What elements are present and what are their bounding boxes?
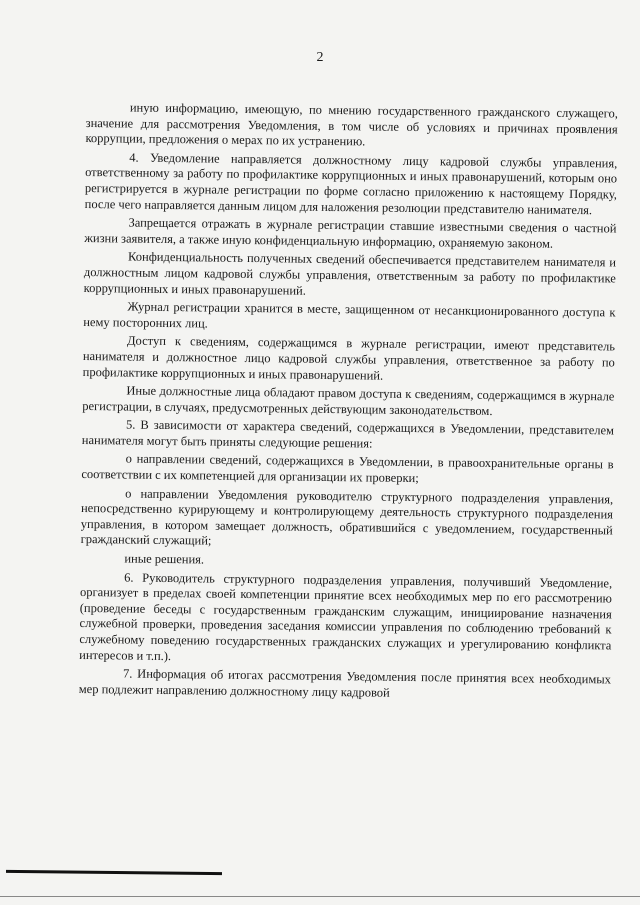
paragraph-item-6: 6. Руководитель структурного подразделения управления, получивший Уведомление, организует в пределах своей компетенции принятие всех необходимых мер по его рассмотрению (проведение беседы с государственным гражданским служащим, инициирование назначения служебной проверки, проведения заседания комиссии управления по соблюдению требований к служебному поведению государственных гражданских служащих и урегулированию конфликта интересов и т.п.). [79, 570, 613, 663]
paragraph-continuation: иную информацию, имеющую, по мнению государственного гражданского служащего, значение для рассмотрения Уведомления, в том числе об условиях и причинах проявления коррупции, предложения о мерах по их устранению. [85, 100, 618, 149]
paragraph-confidentiality: Конфиденциальность полученных сведений обеспечивается представителем нанимателя и должностным лицом кадровой службы управления, ответственным за работу по профилактике коррупционных и иных правонарушений. [83, 249, 617, 298]
paragraph-decision-head: о направлении Уведомления руководителю структурного подразделения управления, непосредственно курирующему и контролирующему деятельность структурного подразделения управления, в котором замещает должность, обратившийся с уведомлением, государственный гражданский служащий; [80, 486, 614, 549]
scan-artifact-line [6, 870, 222, 875]
paragraph-other-officials: Иные должностные лица обладают правом доступа к сведениям, содержащимся в журнале регистрации, в случаях, предусмотренных действующим законодательством. [82, 383, 615, 418]
paragraph-journal-prohibition: Запрещается отражать в журнале регистрации ставшие известными сведения о частной жизни заявителя, а также иную конфиденциальную информацию, охраняемую законом. [84, 215, 617, 251]
paragraph-item-5: 5. В зависимости от характера сведений, содержащихся в Уведомлении, представителем нанимателя могут быть приняты следующие решения: [81, 417, 615, 451]
paragraph-journal-access: Доступ к сведениям, содержащимся в журнале регистрации, имеют представитель нанимателя и должностное лицо кадровой службы управления, ответственное за работу по профилактике коррупционных и иных правонарушений. [82, 333, 616, 383]
paragraph-decision-other: иные решения. [124, 551, 205, 567]
paragraph-item-7: 7. Информация об итогах рассмотрения Уведомления после принятия всех необходимых мер подлежит направлению должностному лицу кадровой [78, 666, 612, 700]
paragraph-journal-storage: Журнал регистрации хранится в месте, защищенном от несанкционированного доступа к нему посторонних лиц. [83, 299, 616, 331]
document-body [79, 100, 618, 707]
paragraph-item-4: 4. Уведомление направляется должностному лицу кадровой службы управления, ответственному за работу по профилактике коррупционных и иных правонарушений, которым оно регистрируется в журнале регистрации по форме согласно приложению к настоящему Порядку, после чего направляется данным лицом для наложения резолюции представителю нанимателя. [84, 150, 618, 217]
page-number: 2 [316, 50, 324, 65]
paragraph-decision-law-enforcement: о направлении сведений, содержащихся в Уведомлении, в правоохранительные органы в соответствии с их компетенцией для организации их проверки; [81, 451, 614, 486]
scan-bottom-edge [0, 896, 640, 897]
